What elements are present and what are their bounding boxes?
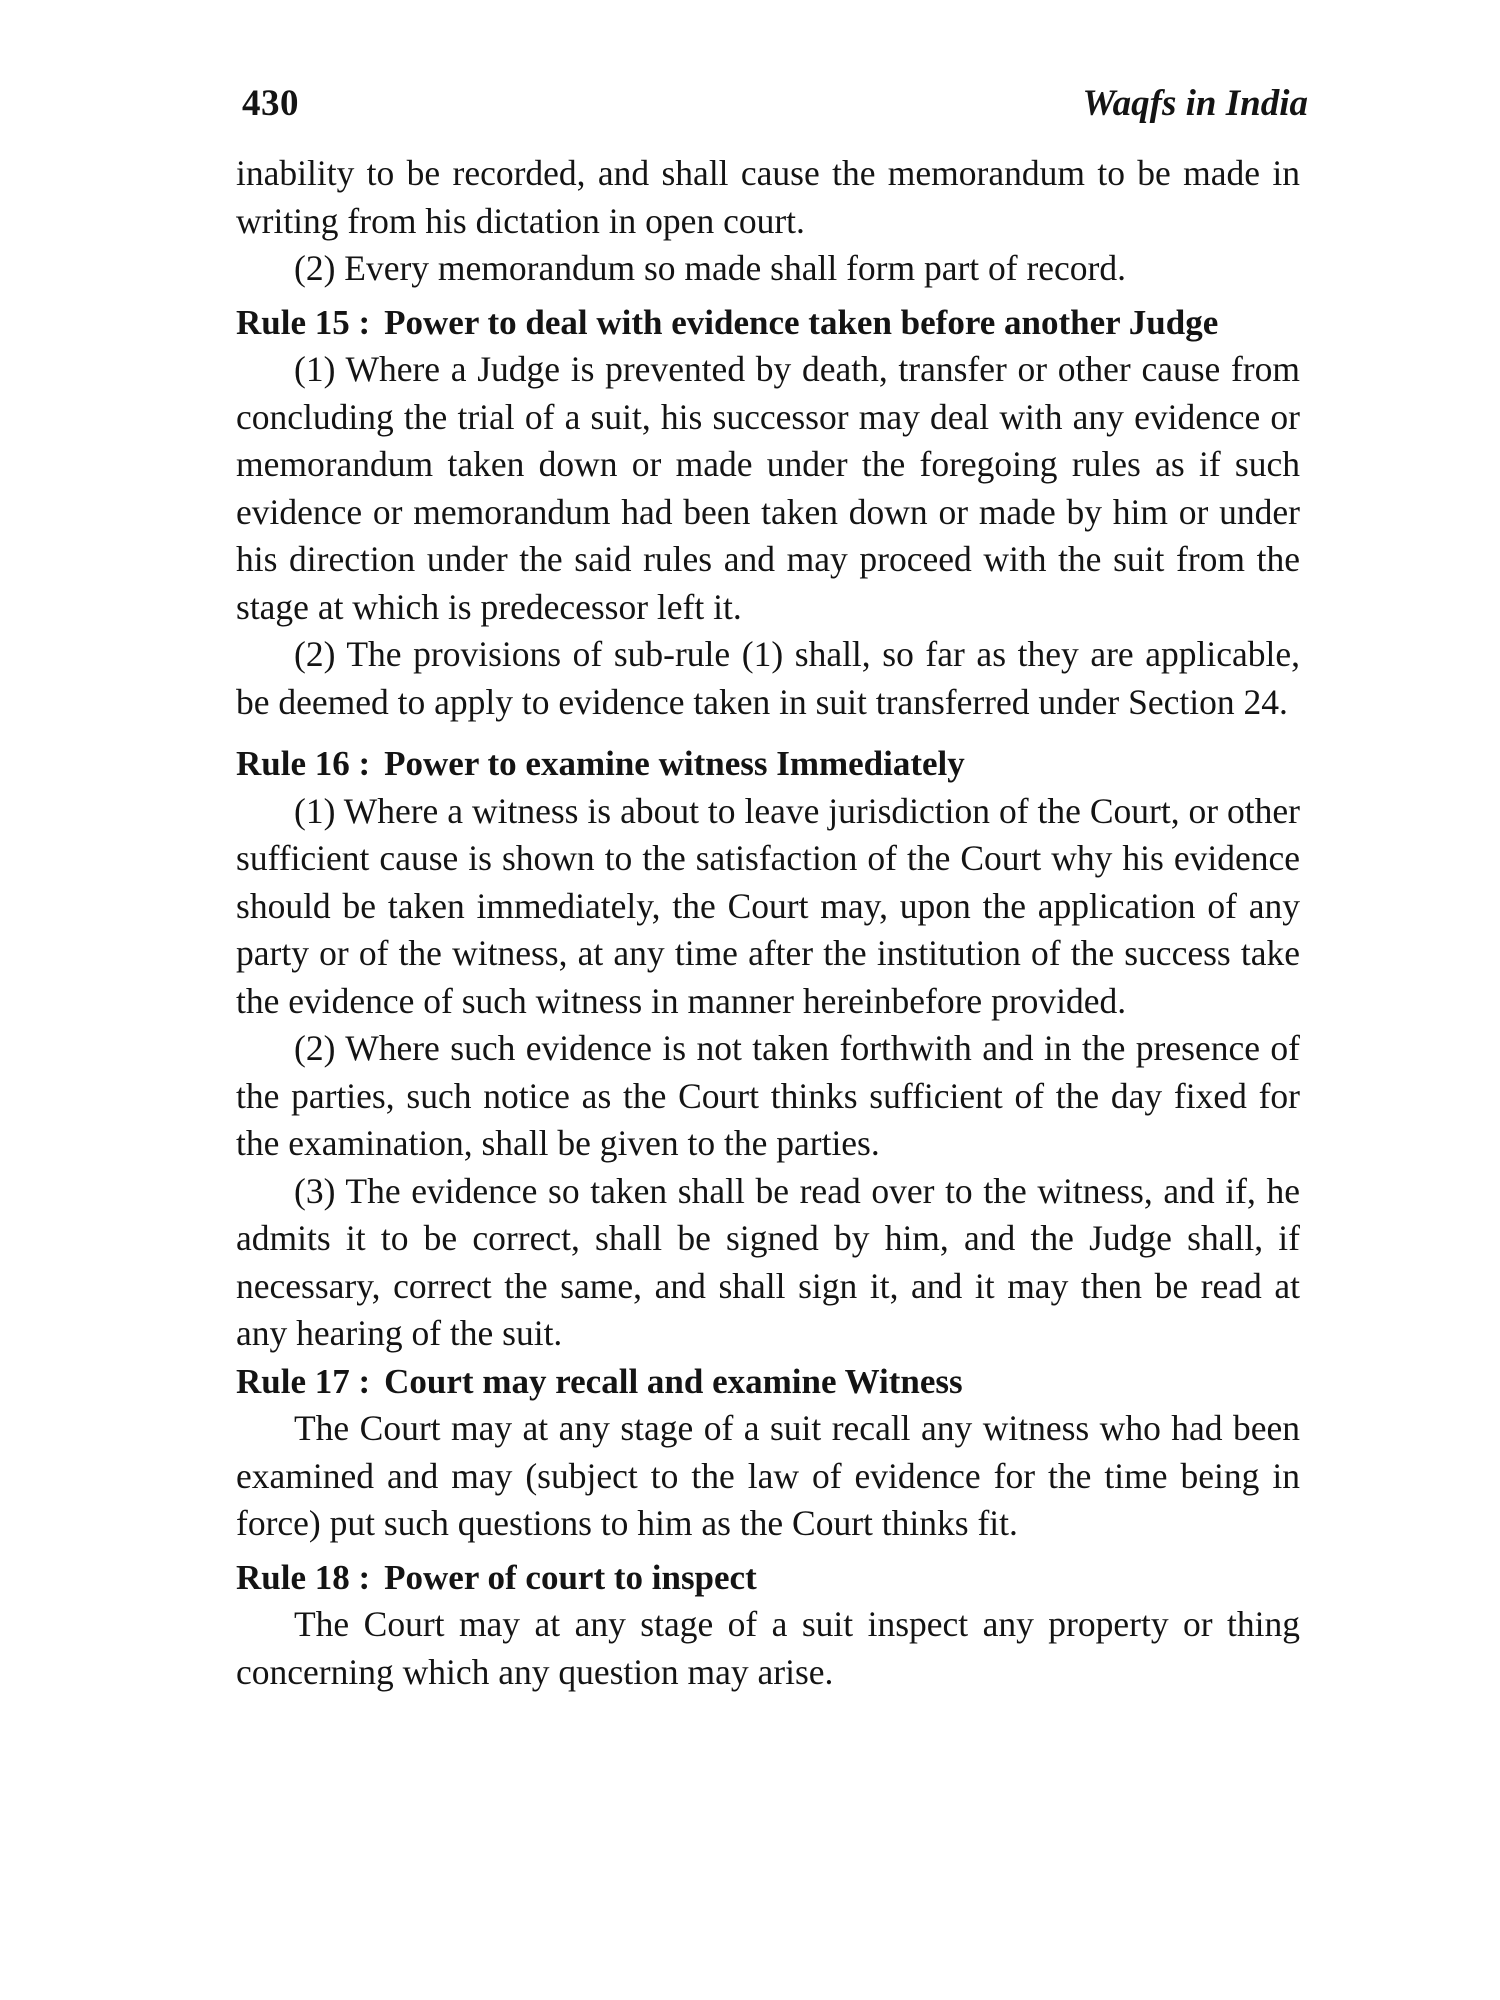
page-body xyxy=(236,150,1300,1696)
running-title: Waqfs in India xyxy=(1082,83,1308,124)
page-number: 430 xyxy=(242,83,299,124)
rule-18-heading xyxy=(236,1554,1300,1602)
rule-16-subrule-1: (1) Where a witness is about to leave jurisdiction of the Court, or other sufficient cause is shown to the satisfaction of the Court why his evidence should be taken immediately, the Court may, upon the application of any party or of the witness, at any time after the institution of the success take the evidence of such witness in manner hereinbefore provided. xyxy=(236,790,1300,1021)
rule-15-title: Power to deal with evidence taken before another Judge xyxy=(384,302,1219,342)
continued-subrule-2: (2) Every memorandum so made shall form part of record. xyxy=(294,248,1126,288)
rule-15-subrule-1: (1) Where a Judge is prevented by death, transfer or other cause from concluding the trial of a suit, his successor may deal with any evidence or memorandum taken down or made under the foregoing rules as if such evidence or memorandum had been taken down or made by him or under his direction under the said rules and may proceed with the suit from the stage at which is predecessor left it. xyxy=(236,349,1300,627)
rule-16-title: Power to examine witness Immediately xyxy=(384,744,965,783)
rule-18-title: Power of court to inspect xyxy=(384,1557,757,1597)
continued-paragraph: inability to be recorded, and shall cause the memorandum to be made in writing from his dictation in open court. xyxy=(236,153,1300,241)
rule-16-subrule-2: (2) Where such evidence is not taken forthwith and in the presence of the parties, such notice as the Court thinks sufficient of the day fixed for the examination, shall be given to the parties. xyxy=(236,1028,1300,1163)
rule-15-number: Rule 15 : xyxy=(236,302,371,342)
rule-17-title: Court may recall and examine Witness xyxy=(384,1361,963,1401)
rule-17-heading xyxy=(236,1358,1300,1406)
rule-17-number: Rule 17 : xyxy=(236,1361,371,1401)
rule-18-number: Rule 18 : xyxy=(236,1557,371,1597)
rule-16-subrule-3: (3) The evidence so taken shall be read over to the witness, and if, he admits it to be correct, shall be signed by him, and the Judge shall, if necessary, correct the same, and shall sign it, and it may then be read at any hearing of the suit. xyxy=(236,1170,1300,1353)
rule-15-subrule-2: (2) The provisions of sub-rule (1) shall, so far as they are applicable, be deemed to apply to evidence taken in suit transferred under Section 24. xyxy=(236,634,1300,722)
rule-18-text: The Court may at any stage of a suit inspect any property or thing concerning which any question may arise. xyxy=(236,1604,1300,1692)
rule-17-text: The Court may at any stage of a suit recall any witness who had been examined and may (subject to the law of evidence for the time being in force) put such questions to him as the Court thinks fit. xyxy=(236,1408,1300,1543)
rule-15-heading xyxy=(236,299,1300,347)
rule-16-number: Rule 16 : xyxy=(236,744,371,783)
rule-16-heading xyxy=(236,740,1300,788)
